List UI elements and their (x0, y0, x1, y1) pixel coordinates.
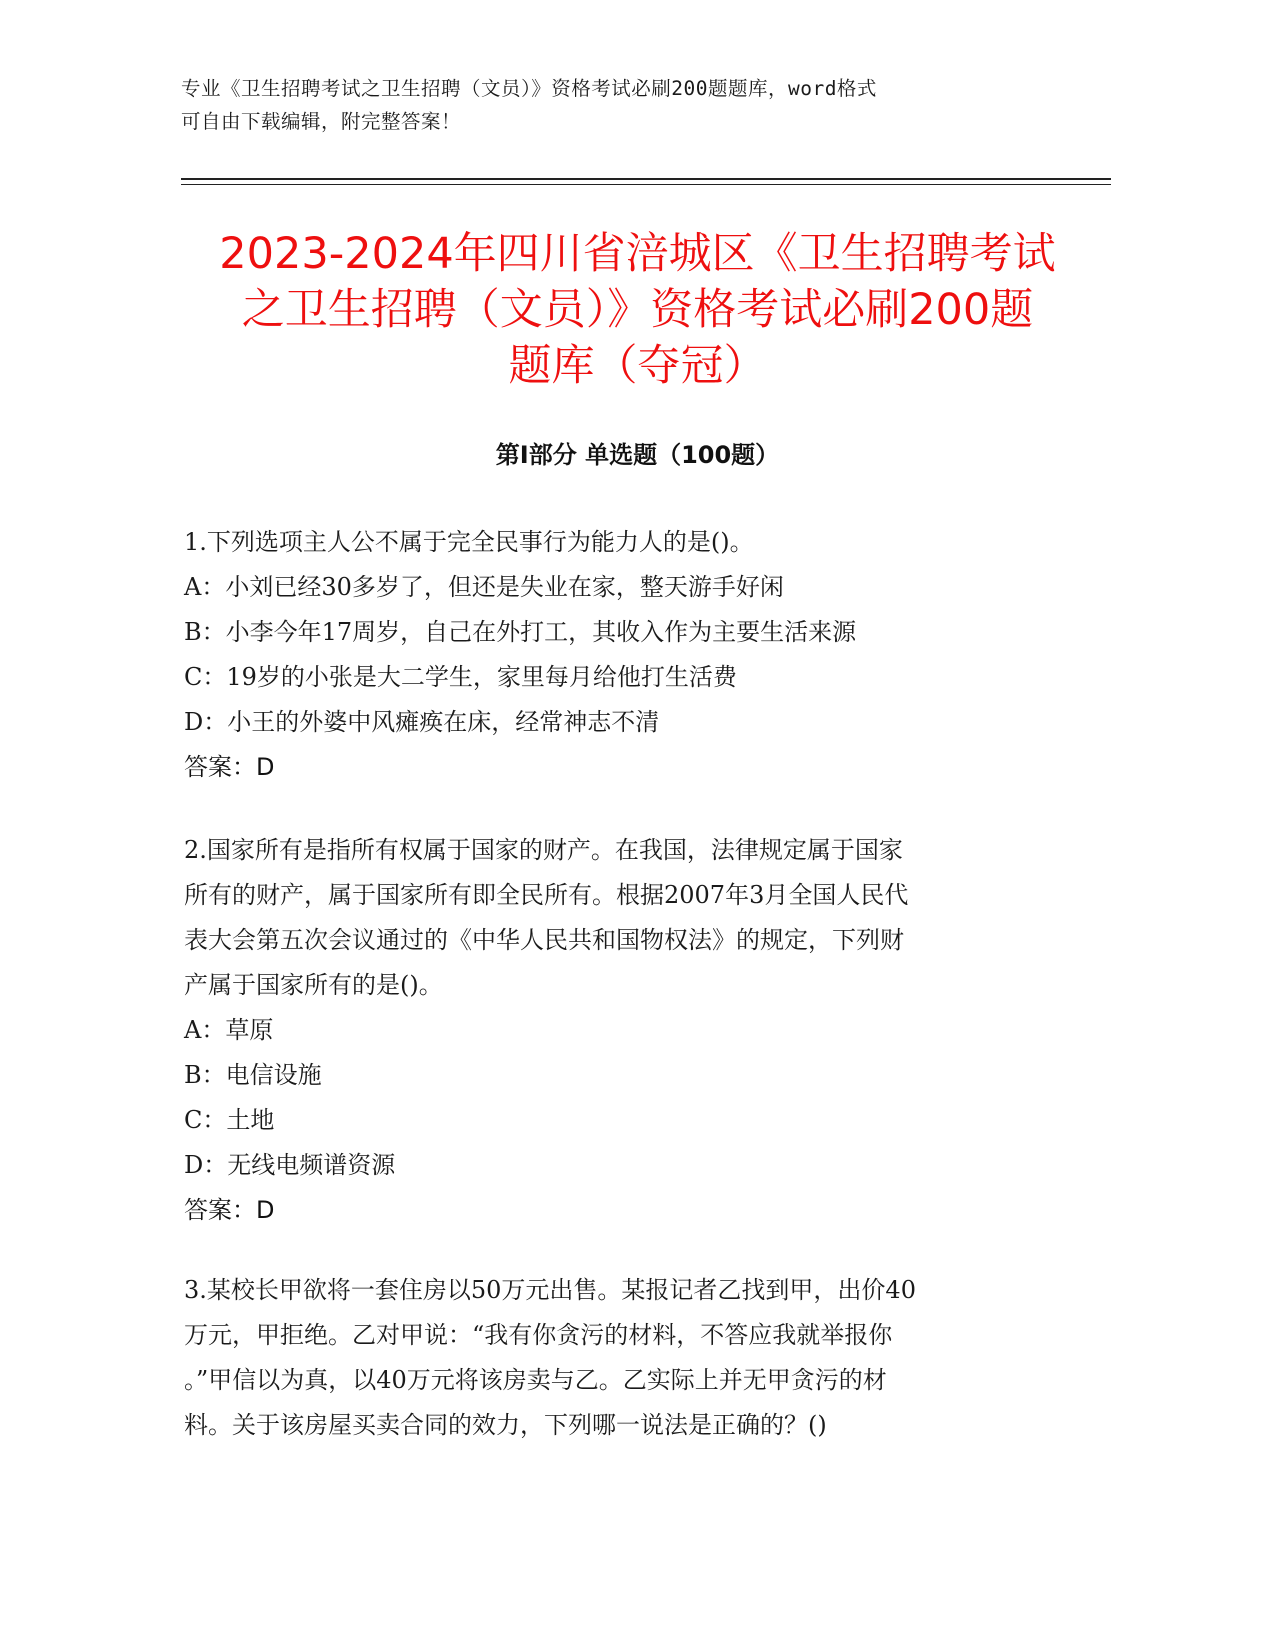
question-2-option-b: B：电信设施 (184, 1061, 322, 1089)
question-2-answer: 答案：D (184, 1196, 275, 1224)
question-2-option-a: A：草原 (184, 1016, 274, 1044)
question-3-stem-line-4: 料。关于该房屋买卖合同的效力，下列哪一说法是正确的？() (184, 1411, 827, 1439)
header-divider-thick (181, 178, 1111, 180)
question-2-stem-line-2: 所有的财产，属于国家所有即全民所有。根据2007年3月全国人民代 (184, 881, 909, 909)
header-note-line-2: 可自由下载编辑，附完整答案！ (181, 110, 462, 133)
question-2-option-d: D：无线电频谱资源 (184, 1151, 396, 1179)
question-1-option-c: C：19岁的小张是大二学生，家里每月给他打生活费 (184, 663, 737, 691)
header-divider-thin (181, 184, 1111, 185)
header-note-line-1: 专业《卫生招聘考试之卫生招聘（文员）》资格考试必刷200题题库，word格式 (181, 77, 877, 100)
question-1 (184, 520, 1074, 790)
question-1-option-a: A：小刘已经30多岁了，但还是失业在家，整天游手好闲 (184, 573, 784, 601)
question-2 (184, 828, 1074, 1233)
document-title (160, 226, 1115, 394)
question-1-stem: 1.下列选项主人公不属于完全民事行为能力人的是()。 (184, 528, 754, 556)
question-3 (184, 1268, 1074, 1448)
question-1-option-b: B：小李今年17周岁，自己在外打工，其收入作为主要生活来源 (184, 618, 857, 646)
document-title-line-2: 之卫生招聘（文员）》资格考试必刷200题 (241, 285, 1034, 335)
question-1-answer: 答案：D (184, 753, 275, 781)
question-2-stem-line-3: 表大会第五次会议通过的《中华人民共和国物权法》的规定，下列财 (184, 926, 904, 954)
question-1-option-d: D：小王的外婆中风瘫痪在床，经常神志不清 (184, 708, 660, 736)
section-heading: 第Ⅰ部分 单选题（100题） (495, 441, 780, 469)
question-2-stem-line-1: 2.国家所有是指所有权属于国家的财产。在我国，法律规定属于国家 (184, 836, 903, 864)
header-note (181, 72, 1061, 138)
question-2-stem-line-4: 产属于国家所有的是()。 (184, 971, 443, 999)
document-title-line-3: 题库（夺冠） (508, 341, 767, 391)
question-3-stem-line-2: 万元，甲拒绝。乙对甲说：“我有你贪污的材料，不答应我就举报你 (184, 1321, 893, 1349)
question-3-stem-line-3: 。”甲信以为真，以40万元将该房卖与乙。乙实际上并无甲贪污的材 (184, 1366, 887, 1394)
document-title-line-1: 2023-2024年四川省涪城区《卫生招聘考试 (219, 229, 1056, 279)
question-2-option-c: C：土地 (184, 1106, 275, 1134)
question-3-stem-line-1: 3.某校长甲欲将一套住房以50万元出售。某报记者乙找到甲，出价40 (184, 1276, 916, 1304)
